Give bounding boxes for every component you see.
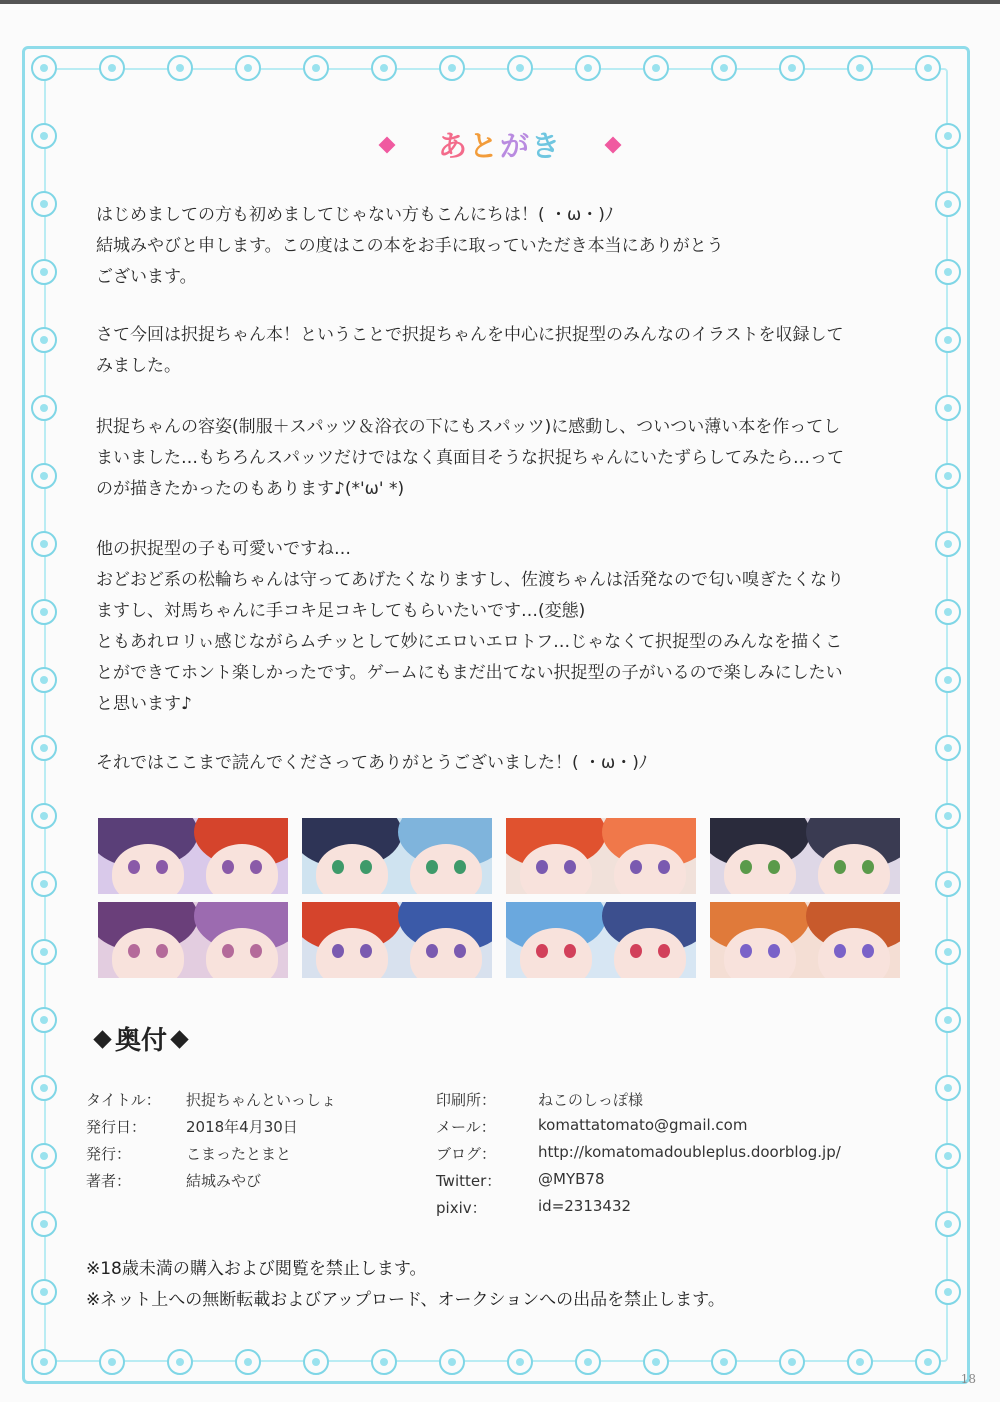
text-line: ともあれロリぃ感じながらムチッとして妙にエロいエロトフ…じゃなくて択捉型のみんなを描くこ [96, 632, 843, 652]
text-line: 結城みやびと申します。この度はこの本をお手に取っていただき本当にありがとう [96, 236, 724, 256]
colophon-left-label: 発行： [86, 1145, 132, 1163]
thumb-closeup-girl [710, 902, 900, 978]
illustration-thumbnails [98, 818, 900, 978]
text-line: のが描きたかったのもあります♪(*'ω' *) [96, 479, 405, 499]
colophon-title [90, 1020, 192, 1057]
colophon-left-value: 2018年4月30日 [186, 1118, 298, 1136]
text-line: おどおど系の松輪ちゃんは守ってあげたくなりますし、佐渡ちゃんは活発なので匂い嗅ぎたくなり [96, 570, 844, 590]
text-line: ますし、対馬ちゃんに手コキ足コキしてもらいたいです…(変態) [96, 601, 586, 621]
colophon-right-label: メール： [436, 1118, 496, 1136]
thumb-purple-hair-girl [98, 902, 288, 978]
title-char: き [531, 129, 563, 163]
text-line: 択捉ちゃんの容姿(制服＋スパッツ＆浴衣の下にもスパッツ)に感動し、ついつい薄い本を作ってし [96, 417, 841, 437]
diamond-icon [605, 136, 622, 153]
colophon-left-label: 発行日： [86, 1118, 147, 1136]
diamond-icon [378, 136, 395, 153]
thumb-red-checkered-girl [302, 902, 492, 978]
thumb-dark-hair-girl [710, 818, 900, 894]
text-line: さて今回は択捉ちゃん本！ということで択捉ちゃんを中心に択捉型のみんなのイラストを収録して [96, 325, 844, 345]
text-line: と思います♪ [96, 694, 192, 714]
title-char: が [500, 129, 532, 163]
text-line: とができてホント楽しかったです。ゲームにもまだ出てない択捉型の子がいるので楽しみにしたい [96, 663, 843, 683]
colophon-left-value: 結城みやび [186, 1172, 262, 1190]
afterword-header [0, 124, 1000, 164]
text-line: まいました…もちろんスパッツだけではなく真面目そうな択捉ちゃんにいたずらしてみたら…って [96, 448, 844, 468]
colophon-left-value: こまったとまと [186, 1145, 292, 1163]
text-line: ございます。 [96, 267, 197, 287]
colophon-right-value: @MYB78 [538, 1170, 605, 1188]
colophon-right-label: Twitter： [436, 1172, 502, 1190]
colophon-right-value: komattatomato@gmail.com [538, 1116, 748, 1134]
colophon-left-label: タイトル： [86, 1091, 161, 1109]
diamond-icon [170, 1030, 188, 1048]
afterword-paragraph-2 [96, 320, 916, 382]
thumb-purple-red-girls [98, 818, 288, 894]
title-char: と [468, 129, 500, 163]
afterword-paragraph-3 [96, 412, 916, 505]
afterword-paragraph-4 [96, 534, 916, 720]
text-line: それではここまで読んでくださってありがとうございました！( ・ω・)ﾉ [96, 753, 648, 773]
redistribution-notice: ※ネット上への無断転載およびアップロード、オークションへの出品を禁止します。 [86, 1290, 725, 1310]
colophon-left-value: 択捉ちゃんといっしょ [186, 1091, 337, 1109]
colophon-right-label: ブログ： [436, 1145, 497, 1163]
diamond-icon [93, 1030, 111, 1048]
afterword-paragraph-5 [96, 748, 916, 779]
thumb-red-hair-girl [506, 818, 696, 894]
colophon-title-text: 奥付 [115, 1026, 168, 1056]
colophon-right-value: http://komatomadoubleplus.doorblog.jp/ [538, 1143, 841, 1161]
colophon-right-value: ねこのしっぽ様 [538, 1091, 644, 1109]
page-number: 18 [960, 1372, 976, 1386]
text-line: 他の択捉型の子も可愛いですね… [96, 539, 351, 559]
colophon-right-label: pixiv： [436, 1199, 487, 1217]
afterword-title [438, 124, 562, 165]
thumb-navy-blue-girls [302, 818, 492, 894]
thumb-blue-hair-girl [506, 902, 696, 978]
text-line: はじめましての方も初めましてじゃない方もこんにちは！( ・ω・)ﾉ [96, 205, 614, 225]
text-line: みました。 [96, 356, 181, 376]
age-restriction-notice: ※18歳未満の購入および閲覧を禁止します。 [86, 1259, 427, 1279]
title-char: あ [437, 129, 469, 163]
colophon-right-label: 印刷所： [436, 1091, 497, 1109]
colophon-right-value: id=2313432 [538, 1197, 632, 1215]
colophon-left-label: 著者： [86, 1172, 132, 1190]
top-rule [0, 0, 1000, 4]
afterword-paragraph-1 [96, 200, 916, 293]
